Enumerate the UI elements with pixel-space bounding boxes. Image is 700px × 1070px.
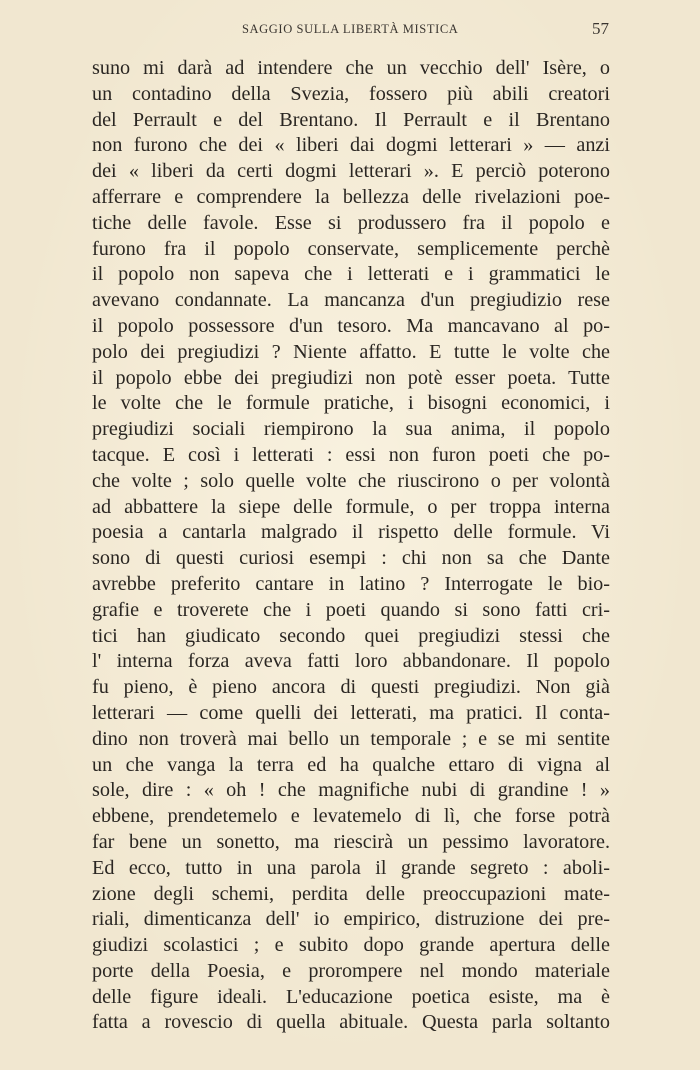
- text-line: sono di questi curiosi esempi : chi non sa che Dante: [92, 547, 610, 570]
- text-line: tiche delle favole. Esse si produssero fra il popolo e: [92, 211, 610, 234]
- text-line: fu pieno, è pieno ancora di questi pregiudizi. Non già: [92, 676, 610, 699]
- text-line: le volte che le formule pratiche, i bisogni economici, i: [92, 392, 610, 415]
- text-line: del Perrault e del Brentano. Il Perrault e il Brentano: [92, 108, 610, 131]
- text-line: l' interna forza aveva fatti loro abbandonare. Il popolo: [92, 650, 610, 673]
- text-line: giudizi scolastici ; e subito dopo grande apertura delle: [92, 934, 610, 957]
- page-number: 57: [592, 19, 609, 38]
- text-line: afferrare e comprendere la bellezza delle rivelazioni poe-: [92, 185, 610, 208]
- body-text: [92, 56, 610, 1036]
- text-line: tici han giudicato secondo quei pregiudizi stessi che: [92, 624, 610, 647]
- text-line: avevano condannate. La mancanza d'un pregiudizio rese: [92, 289, 610, 312]
- text-line: non furono che dei « liberi dai dogmi letterari » — anzi: [92, 134, 610, 157]
- text-line: dino non troverà mai bello un temporale ; e se mi sentite: [92, 727, 610, 750]
- text-line: riali, dimenticanza dell' io empirico, distruzione dei pre-: [92, 908, 610, 931]
- running-head-title: SAGGIO SULLA LIBERTÀ MISTICA: [242, 22, 459, 36]
- text-line: il popolo possessore d'un tesoro. Ma mancavano al po-: [92, 314, 610, 337]
- running-head: [0, 19, 700, 42]
- text-line: Ed ecco, tutto in una parola il grande segreto : aboli-: [92, 856, 610, 879]
- text-line: far bene un sonetto, ma riescirà un pessimo lavoratore.: [92, 830, 610, 853]
- text-line: letterari — come quelli dei letterati, ma pratici. Il conta-: [92, 701, 610, 724]
- text-line: poesia a cantarla malgrado il rispetto delle formule. Vi: [92, 521, 610, 544]
- text-line: tacque. E così i letterati : essi non furon poeti che po-: [92, 443, 610, 466]
- text-line: suno mi darà ad intendere che un vecchio dell' Isère, o: [92, 57, 610, 79]
- text-line: pregiudizi sociali riempirono la sua anima, il popolo: [92, 418, 610, 441]
- text-line: avrebbe preferito cantare in latino ? Interrogate le bio-: [92, 572, 610, 595]
- text-line: grafie e troverete che i poeti quando si sono fatti cri-: [92, 598, 610, 621]
- text-line: ad abbattere la siepe delle formule, o per troppa interna: [92, 495, 610, 518]
- text-line: un che vanga la terra ed ha qualche ettaro di vigna al: [92, 753, 610, 776]
- text-line: fatta a rovescio di quella abituale. Questa parla soltanto: [92, 1011, 610, 1034]
- text-line: un contadino della Svezia, fossero più abili creatori: [92, 82, 610, 105]
- text-line: delle figure ideali. L'educazione poetica esiste, ma è: [92, 985, 610, 1008]
- text-line: che volte ; solo quelle volte che riuscirono o per volontà: [92, 469, 610, 492]
- text-line: il popolo ebbe dei pregiudizi non potè esser poeta. Tutte: [92, 366, 610, 389]
- text-line: zione degli schemi, perdita delle preoccupazioni mate-: [92, 882, 610, 905]
- text-line: dei « liberi da certi dogmi letterari ». E perciò poterono: [92, 160, 610, 183]
- text-line: polo dei pregiudizi ? Niente affatto. E tutte le volte che: [92, 340, 610, 363]
- text-line: sole, dire : « oh ! che magnifiche nubi di grandine ! »: [92, 779, 610, 802]
- text-line: il popolo non sapeva che i letterati e i grammatici le: [92, 263, 610, 286]
- text-line: ebbene, prendetemelo e levatemelo di lì, che forse potrà: [92, 805, 610, 828]
- text-line: porte della Poesia, e prorompere nel mondo materiale: [92, 959, 610, 982]
- text-line: furono fra il popolo conservate, semplicemente perchè: [92, 237, 610, 260]
